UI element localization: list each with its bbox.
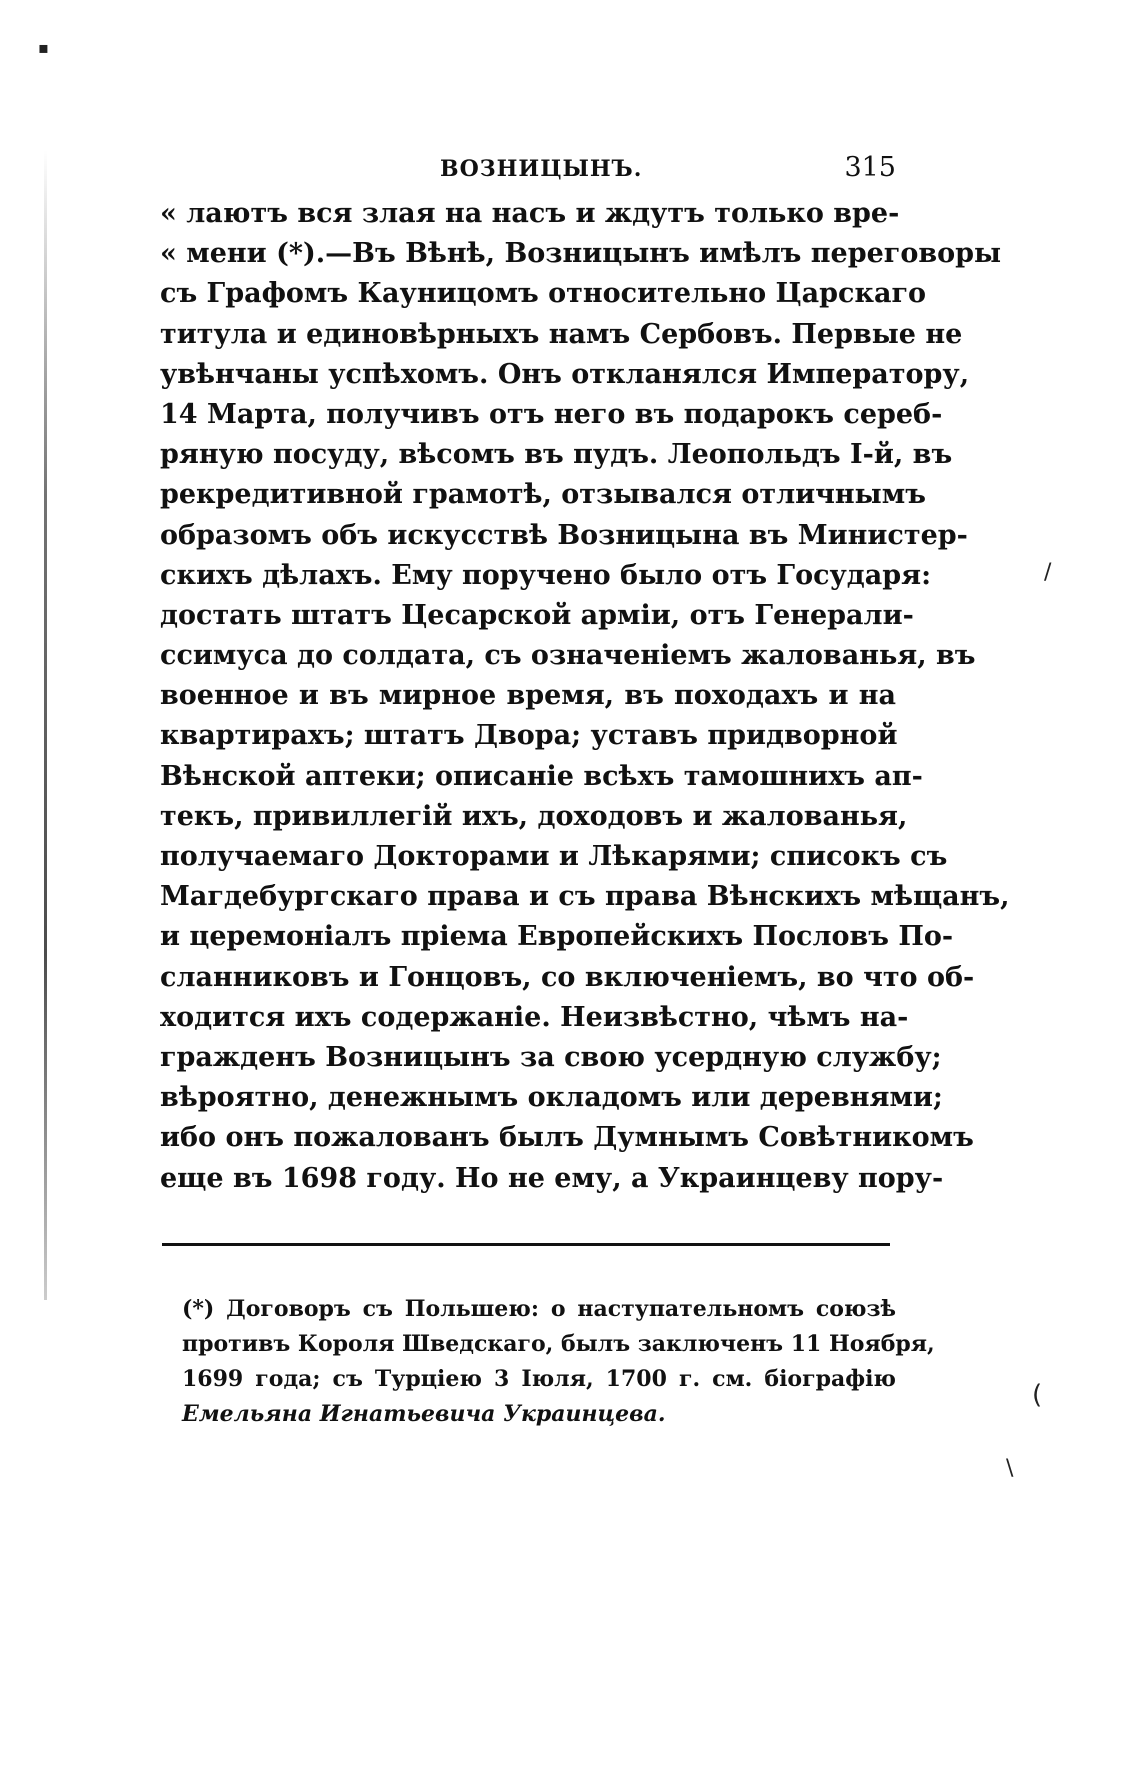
text-line: ибо онъ пожалованъ былъ Думнымъ Совѣтникомъ [160, 1122, 974, 1154]
text-line: увѣнчаны успѣхомъ. Онъ откланялся Императору, [160, 358, 970, 390]
text-line: ссимуса до солдата, съ означеніемъ жалованья, въ [160, 640, 976, 672]
footnote-line: 1699 года; съ Турціею 3 Іюля, 1700 г. см. біографію [182, 1365, 896, 1392]
scan-speck: \ [1006, 1456, 1014, 1481]
text-line: 14 Марта, получивъ отъ него въ подарокъ сереб- [160, 398, 943, 430]
text-line: квартирахъ; штатъ Двора; уставъ придворной [160, 720, 898, 752]
footnote [160, 1292, 935, 1432]
text-line: рекредитивной грамотѣ, отзывался отличнымъ [160, 479, 926, 511]
text-line: гражденъ Возницынъ за свою усердную службу; [160, 1041, 942, 1073]
scan-speck: ▪ [38, 38, 49, 57]
page-number: 315 [844, 152, 896, 183]
text-line: и церемоніалъ пріема Европейскихъ Пословъ По- [160, 921, 954, 953]
running-title: ВОЗНИЦЫНЪ. [440, 156, 643, 182]
text-line: Вѣнской аптеки; описаніе всѣхъ тамошнихъ ап- [160, 760, 923, 792]
scan-margin-shadow [44, 150, 47, 1300]
text-line: текъ, привиллегій ихъ, доходовъ и жалованья, [160, 800, 908, 832]
text-line: вѣроятно, денежнымъ окладомъ или деревнями; [160, 1082, 943, 1114]
footnote-line: Емельяна Игнатьевича Украинцева. [182, 1400, 666, 1427]
body-text [160, 194, 1010, 1199]
text-line: ряную посуду, вѣсомъ въ пудъ. Леопольдъ I-й, въ [160, 439, 953, 471]
text-line: « мени (*).—Въ Вѣнѣ, Возницынъ имѣлъ переговоры [160, 238, 1002, 270]
footnote-line: противъ Короля Шведскаго, былъ заключенъ 11 Ноября, [182, 1330, 935, 1357]
text-line: военное и въ мирное время, въ походахъ и на [160, 680, 896, 712]
text-line: достать штатъ Цесарской арміи, отъ Генерали- [160, 599, 914, 631]
running-head [160, 150, 896, 190]
text-line: сланниковъ и Гонцовъ, со включеніемъ, во что об- [160, 961, 975, 993]
scan-speck: ( [1032, 1380, 1043, 1410]
text-line: ходится ихъ содержаніе. Неизвѣстно, чѣмъ на- [160, 1001, 909, 1033]
text-line: съ Графомъ Кауницомъ относительно Царскаго [160, 278, 927, 310]
text-line: образомъ объ искусствѣ Возницына въ Министер- [160, 519, 968, 551]
footnote-line: (*) Договоръ съ Польшею: о наступательномъ союзѣ [182, 1295, 896, 1322]
book-page [160, 150, 1010, 1432]
text-line: Магдебургскаго права и съ права Вѣнскихъ мѣщанъ, [160, 881, 1010, 913]
scan-speck: / [1044, 560, 1052, 585]
text-line: получаемаго Докторами и Лѣкарями; списокъ съ [160, 841, 948, 872]
text-line: еще въ 1698 году. Но не ему, а Украинцеву пору- [160, 1162, 944, 1194]
footnote-rule [162, 1243, 890, 1246]
text-line: « лаютъ вся злая на насъ и ждутъ только вре- [160, 198, 900, 229]
text-line: титула и единовѣрныхъ намъ Сербовъ. Первые не [160, 318, 963, 350]
text-line: скихъ дѣлахъ. Ему поручено было отъ Государя: [160, 559, 932, 591]
